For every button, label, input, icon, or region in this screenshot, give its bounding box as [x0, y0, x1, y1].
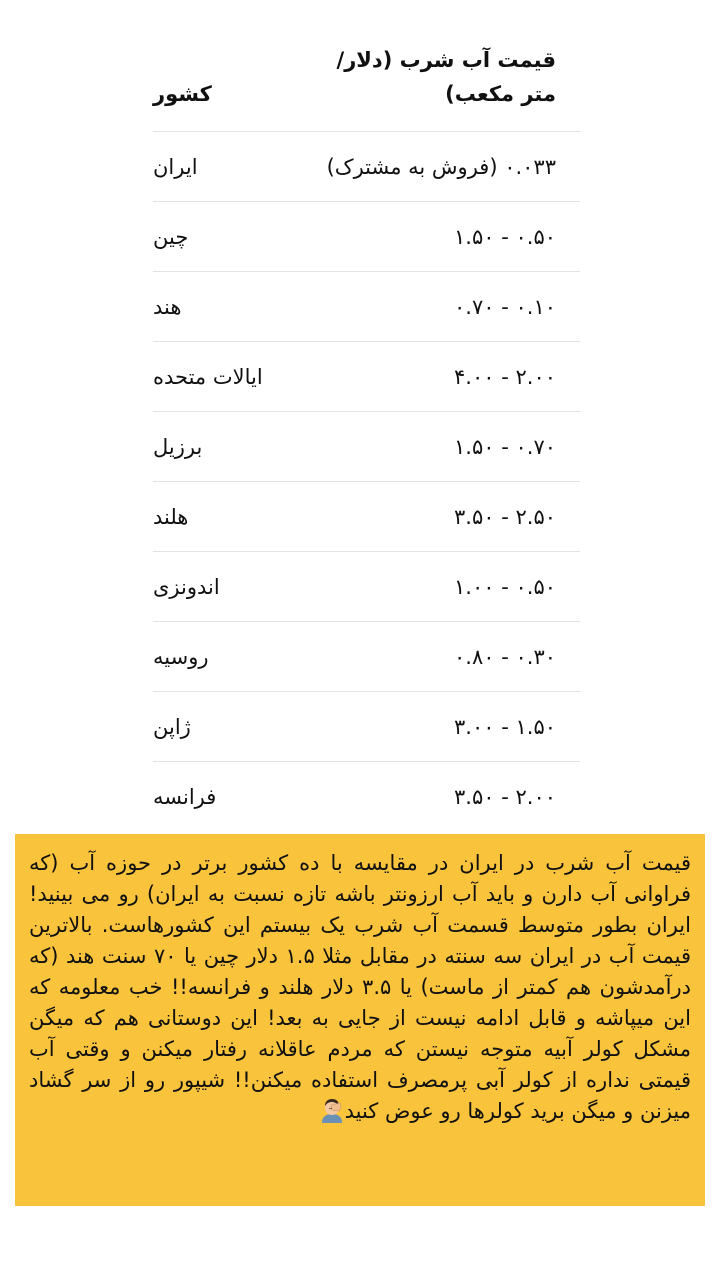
- price-cell: ۰.۵۰ - ۱.۰۰: [454, 574, 556, 599]
- price-cell: ۱.۵۰ - ۳.۰۰: [454, 714, 556, 739]
- country-cell: ایران: [153, 154, 198, 179]
- table-header-row: [153, 30, 580, 132]
- table-row: [153, 202, 580, 272]
- price-cell: ۰.۷۰ - ۱.۵۰: [454, 434, 556, 459]
- country-cell: ایالات متحده: [153, 364, 263, 389]
- table-row: [153, 412, 580, 482]
- water-price-table: [153, 30, 580, 832]
- caption-note-text: قیمت آب شرب در ایران در مقایسه با ده کشور برتر در حوزه آب (که فراوانی آب دارن و باید آب ارزونتر باشه تازه نسبت به ایران) رو می بینید! ایران بطور متوسط قسمت آب شرب یک بیستم این کشورهاست. بالاترین قیمت آب در ایران سه سنته در مقابل مثلا ۱.۵ دلار چین یا ۷۰ سنت هند (که درآمدشون هم کمتر از ماست) یا ۳.۵ دلار هلند و فرانسه!! خب معلومه که این میپاشه و قابل ادامه نیست از جایی به بعد! این دوستانی هم که میگن مشکل کولر آبیه متوجه نیستن که مردم عاقلانه رفتار میکنن و وقتی آب قیمتی نداره از کولر آبی پرمصرف استفاده میکنن!! شیپور رو از سر گشاد میزنن و میگن برید کولرها رو عوض کنید: [29, 851, 692, 1123]
- facepalm-icon: [319, 1097, 345, 1123]
- country-cell: ژاپن: [153, 714, 191, 739]
- caption-note-box: [15, 834, 705, 1206]
- price-cell: ۰.۳۰ - ۰.۸۰: [454, 644, 556, 669]
- table-row: [153, 132, 580, 202]
- price-cell: ۰.۵۰ - ۱.۵۰: [454, 224, 556, 249]
- table-row: [153, 552, 580, 622]
- table-row: [153, 482, 580, 552]
- price-column-header: قیمت آب شرب (دلار/متر مکعب): [336, 48, 556, 106]
- country-column-header: کشور: [153, 82, 212, 106]
- country-cell: روسیه: [153, 644, 209, 669]
- caption-note: [29, 848, 691, 1127]
- price-cell: ۲.۰۰ - ۴.۰۰: [454, 364, 556, 389]
- country-cell: چین: [153, 224, 189, 249]
- table-row: [153, 692, 580, 762]
- price-cell: ۲.۰۰ - ۳.۵۰: [454, 785, 556, 809]
- table-row: [153, 622, 580, 692]
- country-cell: اندونزی: [153, 574, 220, 599]
- price-cell: ۰.۱۰ - ۰.۷۰: [454, 294, 556, 319]
- table-row: [153, 342, 580, 412]
- country-cell: فرانسه: [153, 785, 217, 809]
- price-cell: ۲.۵۰ - ۳.۵۰: [454, 504, 556, 529]
- country-cell: هند: [153, 294, 182, 319]
- table-row: [153, 272, 580, 342]
- table-row: [153, 762, 580, 832]
- country-cell: برزیل: [153, 434, 203, 459]
- country-cell: هلند: [153, 504, 189, 529]
- price-cell: ۰.۰۳۳ (فروش به مشترک): [326, 154, 556, 179]
